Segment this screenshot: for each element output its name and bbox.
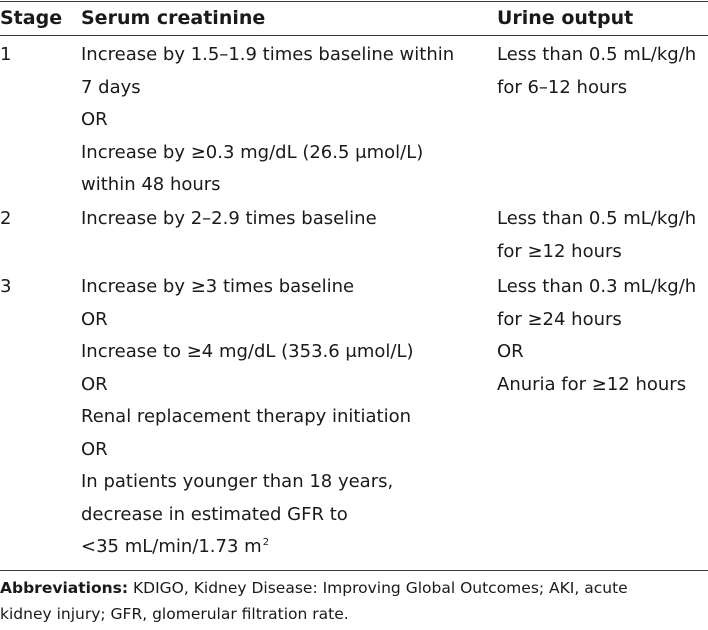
- header-serum-creatinine: Serum creatinine: [81, 7, 266, 29]
- table-bottom-rule: [0, 570, 708, 571]
- stage-3-creatinine-line: decrease in estimated GFR to: [81, 503, 348, 525]
- stage-3-urine-line: Anuria for ≥12 hours: [497, 373, 687, 395]
- stage-1-urine: [497, 39, 696, 104]
- stage-2-urine: [497, 203, 696, 268]
- stage-3-creatinine: [81, 271, 414, 564]
- header-urine-output: Urine output: [497, 7, 634, 29]
- stage-2-creatinine: [81, 203, 377, 236]
- stage-2-creatinine-line: Increase by 2–2.9 times baseline: [81, 208, 377, 229]
- footnote-line-1: [0, 579, 628, 597]
- stage-3-urine-line: for ≥24 hours: [497, 308, 622, 330]
- stage-3-label: 3: [0, 276, 12, 297]
- stage-3-creatinine-line: Increase by ≥3 times baseline: [81, 276, 355, 297]
- stage-3-creatinine-line: OR: [81, 308, 108, 330]
- stage-3-urine: [497, 271, 696, 401]
- squared-superscript: 2: [262, 537, 270, 548]
- gfr-threshold-text: <35 mL/min/1.73 m: [81, 536, 262, 557]
- stage-3-creatinine-line: OR: [81, 438, 108, 460]
- stage-1-creatinine: [81, 39, 454, 202]
- stage-2-urine-line: for ≥12 hours: [497, 240, 622, 262]
- header-divider-rule: [0, 35, 708, 36]
- stage-3-creatinine-line: In patients younger than 18 years,: [81, 471, 394, 492]
- stage-3-urine-line: OR: [497, 341, 524, 362]
- abbreviations-label: Abbreviations:: [0, 579, 129, 597]
- stage-3-creatinine-line: Increase to ≥4 mg/dL (353.6 μmol/L): [81, 341, 414, 362]
- stage-1-urine-line: for 6–12 hours: [497, 76, 628, 98]
- stage-1-creatinine-line: Increase by 1.5–1.9 times baseline within: [81, 44, 455, 65]
- footnote-line-2: kidney injury; GFR, glomerular filtration rate.: [0, 605, 349, 623]
- stage-3-creatinine-line: OR: [81, 373, 108, 395]
- stage-2-label: 2: [0, 208, 12, 229]
- stage-1-urine-line: Less than 0.5 mL/kg/h: [497, 44, 697, 65]
- stage-3-creatinine-line-last: [81, 531, 414, 564]
- stage-1-creatinine-line: OR: [81, 109, 108, 130]
- stage-2-urine-line: Less than 0.5 mL/kg/h: [497, 208, 697, 229]
- stage-1-creatinine-line: within 48 hours: [81, 174, 221, 195]
- footnote-line-1-text: KDIGO, Kidney Disease: Improving Global Outcomes; AKI, acute: [128, 579, 628, 597]
- stage-1-creatinine-line: Increase by ≥0.3 mg/dL (26.5 μmol/L): [81, 141, 424, 163]
- stage-3-creatinine-line: Renal replacement therapy initiation: [81, 406, 411, 427]
- header-stage: Stage: [0, 7, 63, 29]
- abbreviations-footnote: [0, 575, 706, 627]
- stage-3-urine-line: Less than 0.3 mL/kg/h: [497, 276, 697, 297]
- stage-1-creatinine-line: 7 days: [81, 76, 141, 98]
- stage-1-label: 1: [0, 44, 12, 65]
